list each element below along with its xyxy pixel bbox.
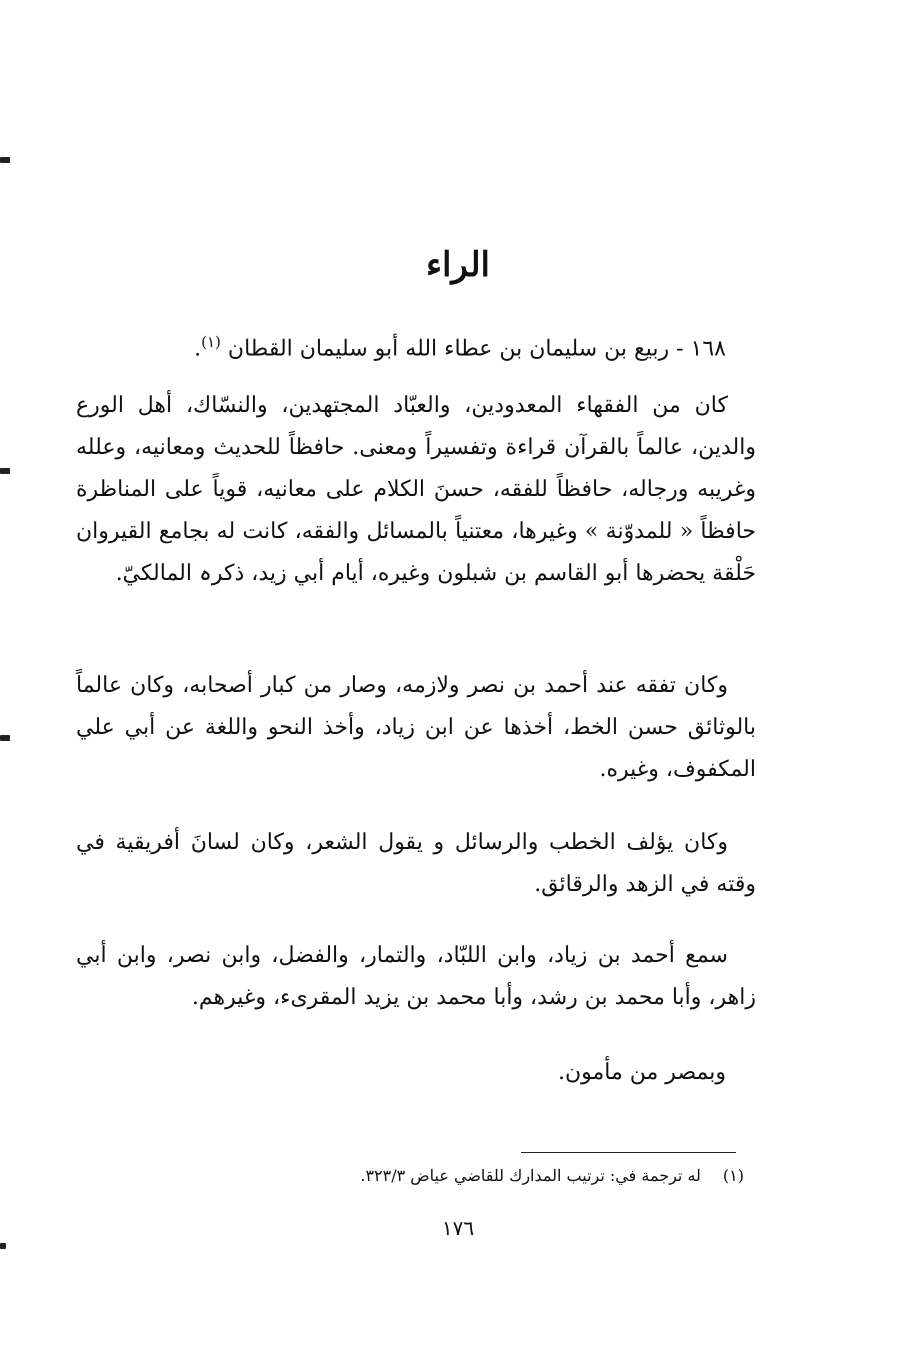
paragraph-text: وبمصر من مأمون. bbox=[558, 1060, 726, 1085]
entry-heading-text: ١٦٨ - ربيع بن سليمان بن عطاء الله أبو سليمان القطان bbox=[227, 336, 726, 362]
paragraph bbox=[76, 935, 756, 1019]
paragraph bbox=[46, 1052, 726, 1094]
scan-edge-mark bbox=[0, 157, 10, 163]
entry-heading bbox=[166, 322, 726, 369]
scan-edge-mark bbox=[0, 468, 10, 474]
footnote-divider bbox=[521, 1152, 736, 1153]
paragraph-text: وكان تفقه عند أحمد بن نصر ولازمه، وصار من كبار أصحابه، وكان عالماً بالوثائق حسن الخط، أخذها عن ابن زياد، وأخذ النحو واللغة عن أبي علي المكفوف، وغيره. bbox=[76, 673, 756, 782]
footnote-reference: (١) bbox=[201, 333, 221, 351]
paragraph bbox=[76, 385, 756, 595]
footnote bbox=[144, 1162, 744, 1190]
paragraph-text: وكان يؤلف الخطب والرسائل و يقول الشعر، وكان لسانَ أفريقية في وقته في الزهد والرقائق. bbox=[76, 830, 756, 897]
footnote-text: له ترجمة في: ترتيب المدارك للقاضي عياض ٣٢٣/٣. bbox=[360, 1166, 701, 1185]
paragraph bbox=[76, 822, 756, 906]
scan-edge-mark bbox=[0, 1243, 6, 1249]
paragraph bbox=[76, 665, 756, 791]
footnote-number: (١) bbox=[722, 1166, 744, 1185]
paragraph-text: كان من الفقهاء المعدودين، والعبّاد المجتهدين، والنسّاك، أهل الورع والدين، عالماً بالقرآن قراءة وتفسيراً ومعنى. حافظاً للحديث ومعانيه، وعلله وغريبه ورجاله، حافظاً للفقه، حسنَ الكلام على معانيه، قوياً على المناظرة حافظاً « للمدوّنة » وغيرها، معتنياً بالمسائل والفقه، كانت له بجامع القيروان حَلْقة يحضرها أبو القاسم بن شبلون وغيره، أيام أبي زيد، ذكرہ المالكيّ. bbox=[76, 393, 756, 586]
chapter-title: الراء bbox=[426, 245, 490, 285]
entry-heading-end: . bbox=[194, 336, 202, 362]
paragraph-text: سمع أحمد بن زياد، وابن اللبّاد، والتمار، والفضل، وابن نصر، وابن أبي زاهر، وأبا محمد بن رشد، وأبا محمد بن يزيد المقرىء، وغيرهم. bbox=[76, 943, 756, 1010]
page-number: ١٧٦ bbox=[441, 1216, 475, 1240]
scan-edge-mark bbox=[0, 735, 10, 741]
